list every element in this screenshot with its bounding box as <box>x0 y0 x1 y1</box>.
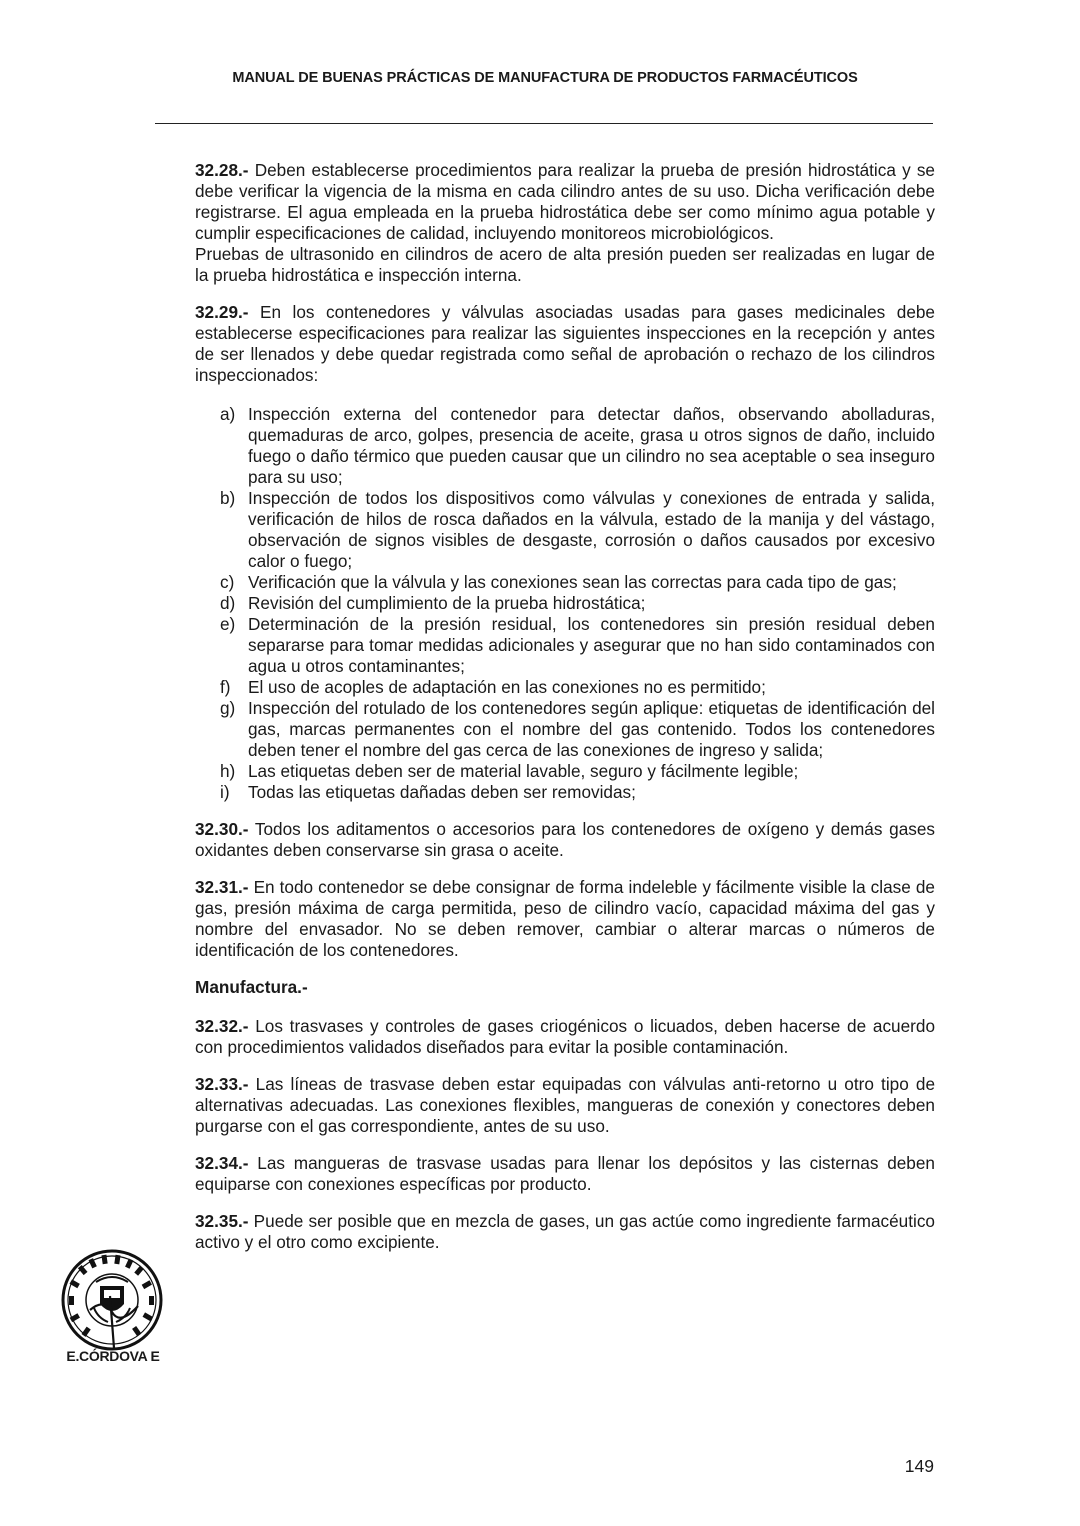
page-header: MANUAL DE BUENAS PRÁCTICAS DE MANUFACTURA DE PRODUCTOS FARMACÉUTICOS <box>232 70 858 86</box>
list-item <box>220 593 935 614</box>
section-32-30 <box>195 819 935 861</box>
section-text: Deben establecerse procedimientos para realizar la prueba de presión hidrostática y se debe verificar la vigencia de la misma en cada cilindro antes de su uso. Dicha verificación debe registrarse. El agua empleada en la prueba hidrostática debe ser como mínimo agua potable y cumplir especificaciones de calidad, incluyendo monitoreos microbiológicos. <box>195 160 935 243</box>
list-item-text: Verificación que la válvula y las conexiones sean las correctas para cada tipo de gas; <box>248 572 897 592</box>
list-item-text: Inspección de todos los dispositivos como válvulas y conexiones de entrada y salida, verificación de hilos de rosca dañados en la válvula, estado de la manija y del vástago, observación de signos visibles de desgaste, corrosión o daños causados por excesivo calor o fuego; <box>248 488 935 571</box>
list-item <box>220 404 935 488</box>
list-marker: i) <box>220 782 230 802</box>
list-marker: f) <box>220 677 231 697</box>
list-item-text: Inspección externa del contenedor para detectar daños, observando abolladuras, quemaduras de arco, golpes, presencia de aceite, grasa u otros signos de daño, incluido fuego o daño térmico que pueden causar que un cilindro no sea aceptable o sea inseguro para su uso; <box>248 404 935 487</box>
section-32-32 <box>195 1016 935 1058</box>
list-item <box>220 677 935 698</box>
section-text: En los contenedores y válvulas asociadas usadas para gases medicinales debe establecerse especificaciones para realizar las siguientes inspecciones en la recepción y antes de ser llenados y debe quedar registrada como señal de aprobación o rechazo de los cilindros inspeccionados: <box>195 302 935 385</box>
list-item <box>220 572 935 593</box>
section-text: Todos los aditamentos o accesorios para los contenedores de oxígeno y demás gases oxidantes deben conservarse sin grasa o aceite. <box>195 819 936 860</box>
section-number: 32.32.- <box>195 1016 249 1036</box>
list-item <box>220 698 935 761</box>
list-marker: e) <box>220 614 236 634</box>
section-text: Los trasvases y controles de gases criogénicos o licuados, deben hacerse de acuerdo con procedimientos validados diseñados para evitar la posible contaminación. <box>195 1016 935 1057</box>
inspection-list <box>195 404 935 803</box>
section-text: Las mangueras de trasvase usadas para llenar los depósitos y las cisternas deben equiparse con conexiones específicas por producto. <box>195 1153 935 1194</box>
section-32-34 <box>195 1153 935 1195</box>
list-item <box>220 761 935 782</box>
section-number: 32.33.- <box>195 1074 249 1094</box>
list-item <box>220 782 935 803</box>
section-text: Puede ser posible que en mezcla de gases, un gas actúe como ingrediente farmacéutico activo y el otro como excipiente. <box>195 1211 935 1252</box>
section-number: 32.28.- <box>195 160 249 180</box>
official-seal-icon <box>60 1248 164 1352</box>
list-marker: g) <box>220 698 236 718</box>
section-number: 32.31.- <box>195 877 249 897</box>
section-32-29 <box>195 302 935 386</box>
list-item-text: Todas las etiquetas dañadas deben ser removidas; <box>248 782 636 802</box>
list-item-text: El uso de acoples de adaptación en las conexiones no es permitido; <box>248 677 766 697</box>
list-item <box>220 614 935 677</box>
page-number: 149 <box>904 1456 934 1476</box>
list-marker: c) <box>220 572 235 592</box>
list-marker: d) <box>220 593 236 613</box>
list-item <box>220 488 935 572</box>
list-marker: a) <box>220 404 236 424</box>
section-32-33 <box>195 1074 935 1137</box>
section-text: En todo contenedor se debe consignar de forma indeleble y fácilmente visible la clase de gas, presión máxima de carga permitida, peso de cilindro vacío, capacidad máxima del gas y nombre del envasador. No se deben remover, cambiar o alterar marcas o números de identificación de los contenedores. <box>195 877 935 960</box>
section-32-35 <box>195 1211 935 1253</box>
section-text: Las líneas de trasvase deben estar equipadas con válvulas anti-retorno u otro tipo de alternativas adecuadas. Las conexiones flexibles, mangueras de conexión y conectores deben purgarse con el gas correspondiente, antes de su uso. <box>195 1074 936 1136</box>
document-body <box>195 160 935 1269</box>
section-32-28 <box>195 160 935 244</box>
section-number: 32.34.- <box>195 1153 249 1173</box>
list-item-text: Determinación de la presión residual, los contenedores sin presión residual deben separarse para tomar medidas adicionales y asegurar que no han sido contaminados con agua u otros contaminantes; <box>248 614 935 676</box>
list-item-text: Las etiquetas deben ser de material lavable, seguro y fácilmente legible; <box>248 761 799 781</box>
list-marker: b) <box>220 488 236 508</box>
list-item-text: Inspección del rotulado de los contenedores según aplique: etiquetas de identificación del gas, marcas permanentes con el nombre del gas contenido. Todos los contenedores deben tener el nombre del gas cerca de las conexiones de ingreso y salida; <box>248 698 935 760</box>
section-heading-manufactura: Manufactura.- <box>195 977 308 997</box>
section-32-28-continued: Pruebas de ultrasonido en cilindros de acero de alta presión pueden ser realizadas en lugar de la prueba hidrostática e inspección interna. <box>195 244 935 285</box>
header-divider <box>155 123 933 124</box>
section-number: 32.29.- <box>195 302 249 322</box>
list-item-text: Revisión del cumplimiento de la prueba hidrostática; <box>248 593 646 613</box>
section-number: 32.30.- <box>195 819 249 839</box>
section-number: 32.35.- <box>195 1211 249 1231</box>
list-marker: h) <box>220 761 236 781</box>
section-32-31 <box>195 877 935 961</box>
seal-signature-name: E.CÓRDOVA E <box>66 1348 160 1364</box>
